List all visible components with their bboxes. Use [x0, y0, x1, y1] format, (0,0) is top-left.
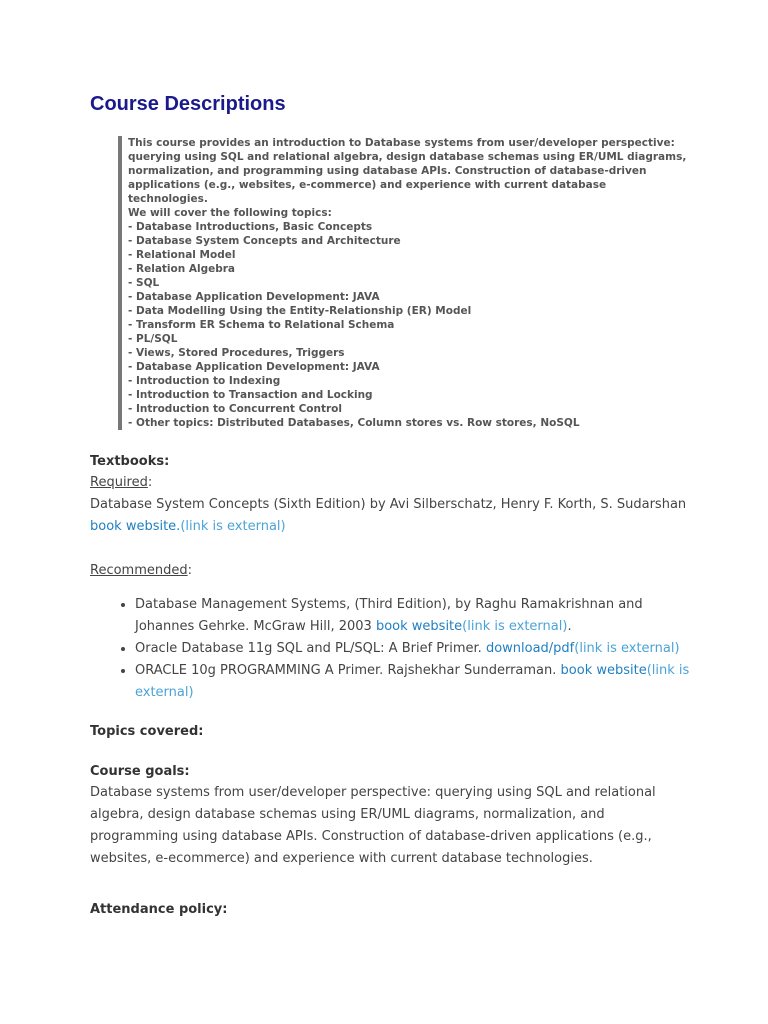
topic-item: - Database System Concepts and Architecture: [128, 235, 401, 247]
recommended-item: [135, 594, 690, 638]
external-link-note[interactable]: (link is external): [135, 663, 690, 700]
required-book-text: Database System Concepts (Sixth Edition) by Avi Silberschatz, Henry F. Korth, S. Sudarshan: [90, 497, 687, 512]
topic-item: - Other topics: Distributed Databases, Column stores vs. Row stores, NoSQL: [128, 417, 580, 429]
external-link-note[interactable]: (link is external): [462, 619, 568, 634]
required-colon: :: [147, 475, 153, 490]
intro-paragraph: This course provides an introduction to Database systems from user/developer perspective: querying using SQL and relational algebra, design database schemas using ER/UML diagrams, normalization, and programming using database APIs. Construction of database-driven applications (e.g., websites, e-commerce) and experience with current database technologies.: [128, 137, 687, 205]
document-page: [90, 90, 690, 920]
required-label-line: [90, 472, 690, 494]
recommended-label-line: [90, 560, 690, 582]
course-goals-heading: Course goals:: [90, 764, 190, 779]
recommended-list: [90, 594, 690, 704]
recommended-colon: :: [187, 563, 193, 578]
recommended-item-tail: .: [567, 619, 572, 634]
recommended-item: [135, 660, 690, 704]
download-pdf-link[interactable]: download/pdf: [485, 641, 575, 656]
topic-item: - Database Application Development: JAVA: [128, 361, 380, 373]
textbooks-section: [90, 452, 690, 704]
required-book: [90, 494, 690, 538]
required-label: Required: [90, 475, 148, 490]
book-website-link[interactable]: book website: [560, 663, 647, 678]
required-book-link[interactable]: book website.: [90, 519, 181, 534]
topic-item: - PL/SQL: [128, 333, 178, 345]
recommended-item-text: Oracle Database 11g SQL and PL/SQL: A Brief Primer.: [135, 641, 486, 656]
topic-item: - SQL: [128, 277, 160, 289]
topics-covered-heading: Topics covered:: [90, 724, 204, 739]
recommended-item-text: ORACLE 10g PROGRAMMING A Primer. Rajshekhar Sunderraman.: [135, 663, 561, 678]
page-title: Course Descriptions: [90, 93, 286, 115]
external-link-note[interactable]: (link is external): [574, 641, 680, 656]
topic-item: - Relation Algebra: [128, 263, 236, 275]
book-website-link[interactable]: book website: [375, 619, 463, 634]
topic-item: - Views, Stored Procedures, Triggers: [128, 347, 345, 359]
topic-item: - Database Introductions, Basic Concepts: [128, 221, 373, 233]
topic-item: - Introduction to Indexing: [128, 375, 281, 387]
topics-lead: We will cover the following topics:: [128, 207, 332, 219]
external-link-note[interactable]: (link is external): [180, 519, 286, 534]
course-intro-blockquote: [118, 136, 688, 430]
recommended-label: Recommended: [90, 563, 188, 578]
attendance-policy-heading: Attendance policy:: [90, 902, 228, 917]
topic-item: - Relational Model: [128, 249, 236, 261]
recommended-item-text: Database Management Systems, (Third Edition), by Raghu Ramakrishnan and Johannes Gehrke. McGraw Hill, 2003: [135, 597, 643, 634]
topic-item: - Introduction to Transaction and Locking: [128, 389, 373, 401]
course-goals-text: Database systems from user/developer perspective: querying using SQL and relational algebra, design database schemas using ER/UML diagrams, normalization, and programming using database APIs. Construction of database-driven applications (e.g., websites, e-ecommerce) and experience with current database technologies.: [90, 785, 656, 866]
textbooks-heading: Textbooks:: [90, 454, 170, 469]
recommended-item: [135, 638, 690, 660]
topic-item: - Data Modelling Using the Entity-Relationship (ER) Model: [128, 305, 472, 317]
topics-list: [128, 220, 688, 430]
topic-item: - Transform ER Schema to Relational Schema: [128, 319, 395, 331]
topic-item: - Introduction to Concurrent Control: [128, 403, 342, 415]
topic-item: - Database Application Development: JAVA: [128, 291, 380, 303]
